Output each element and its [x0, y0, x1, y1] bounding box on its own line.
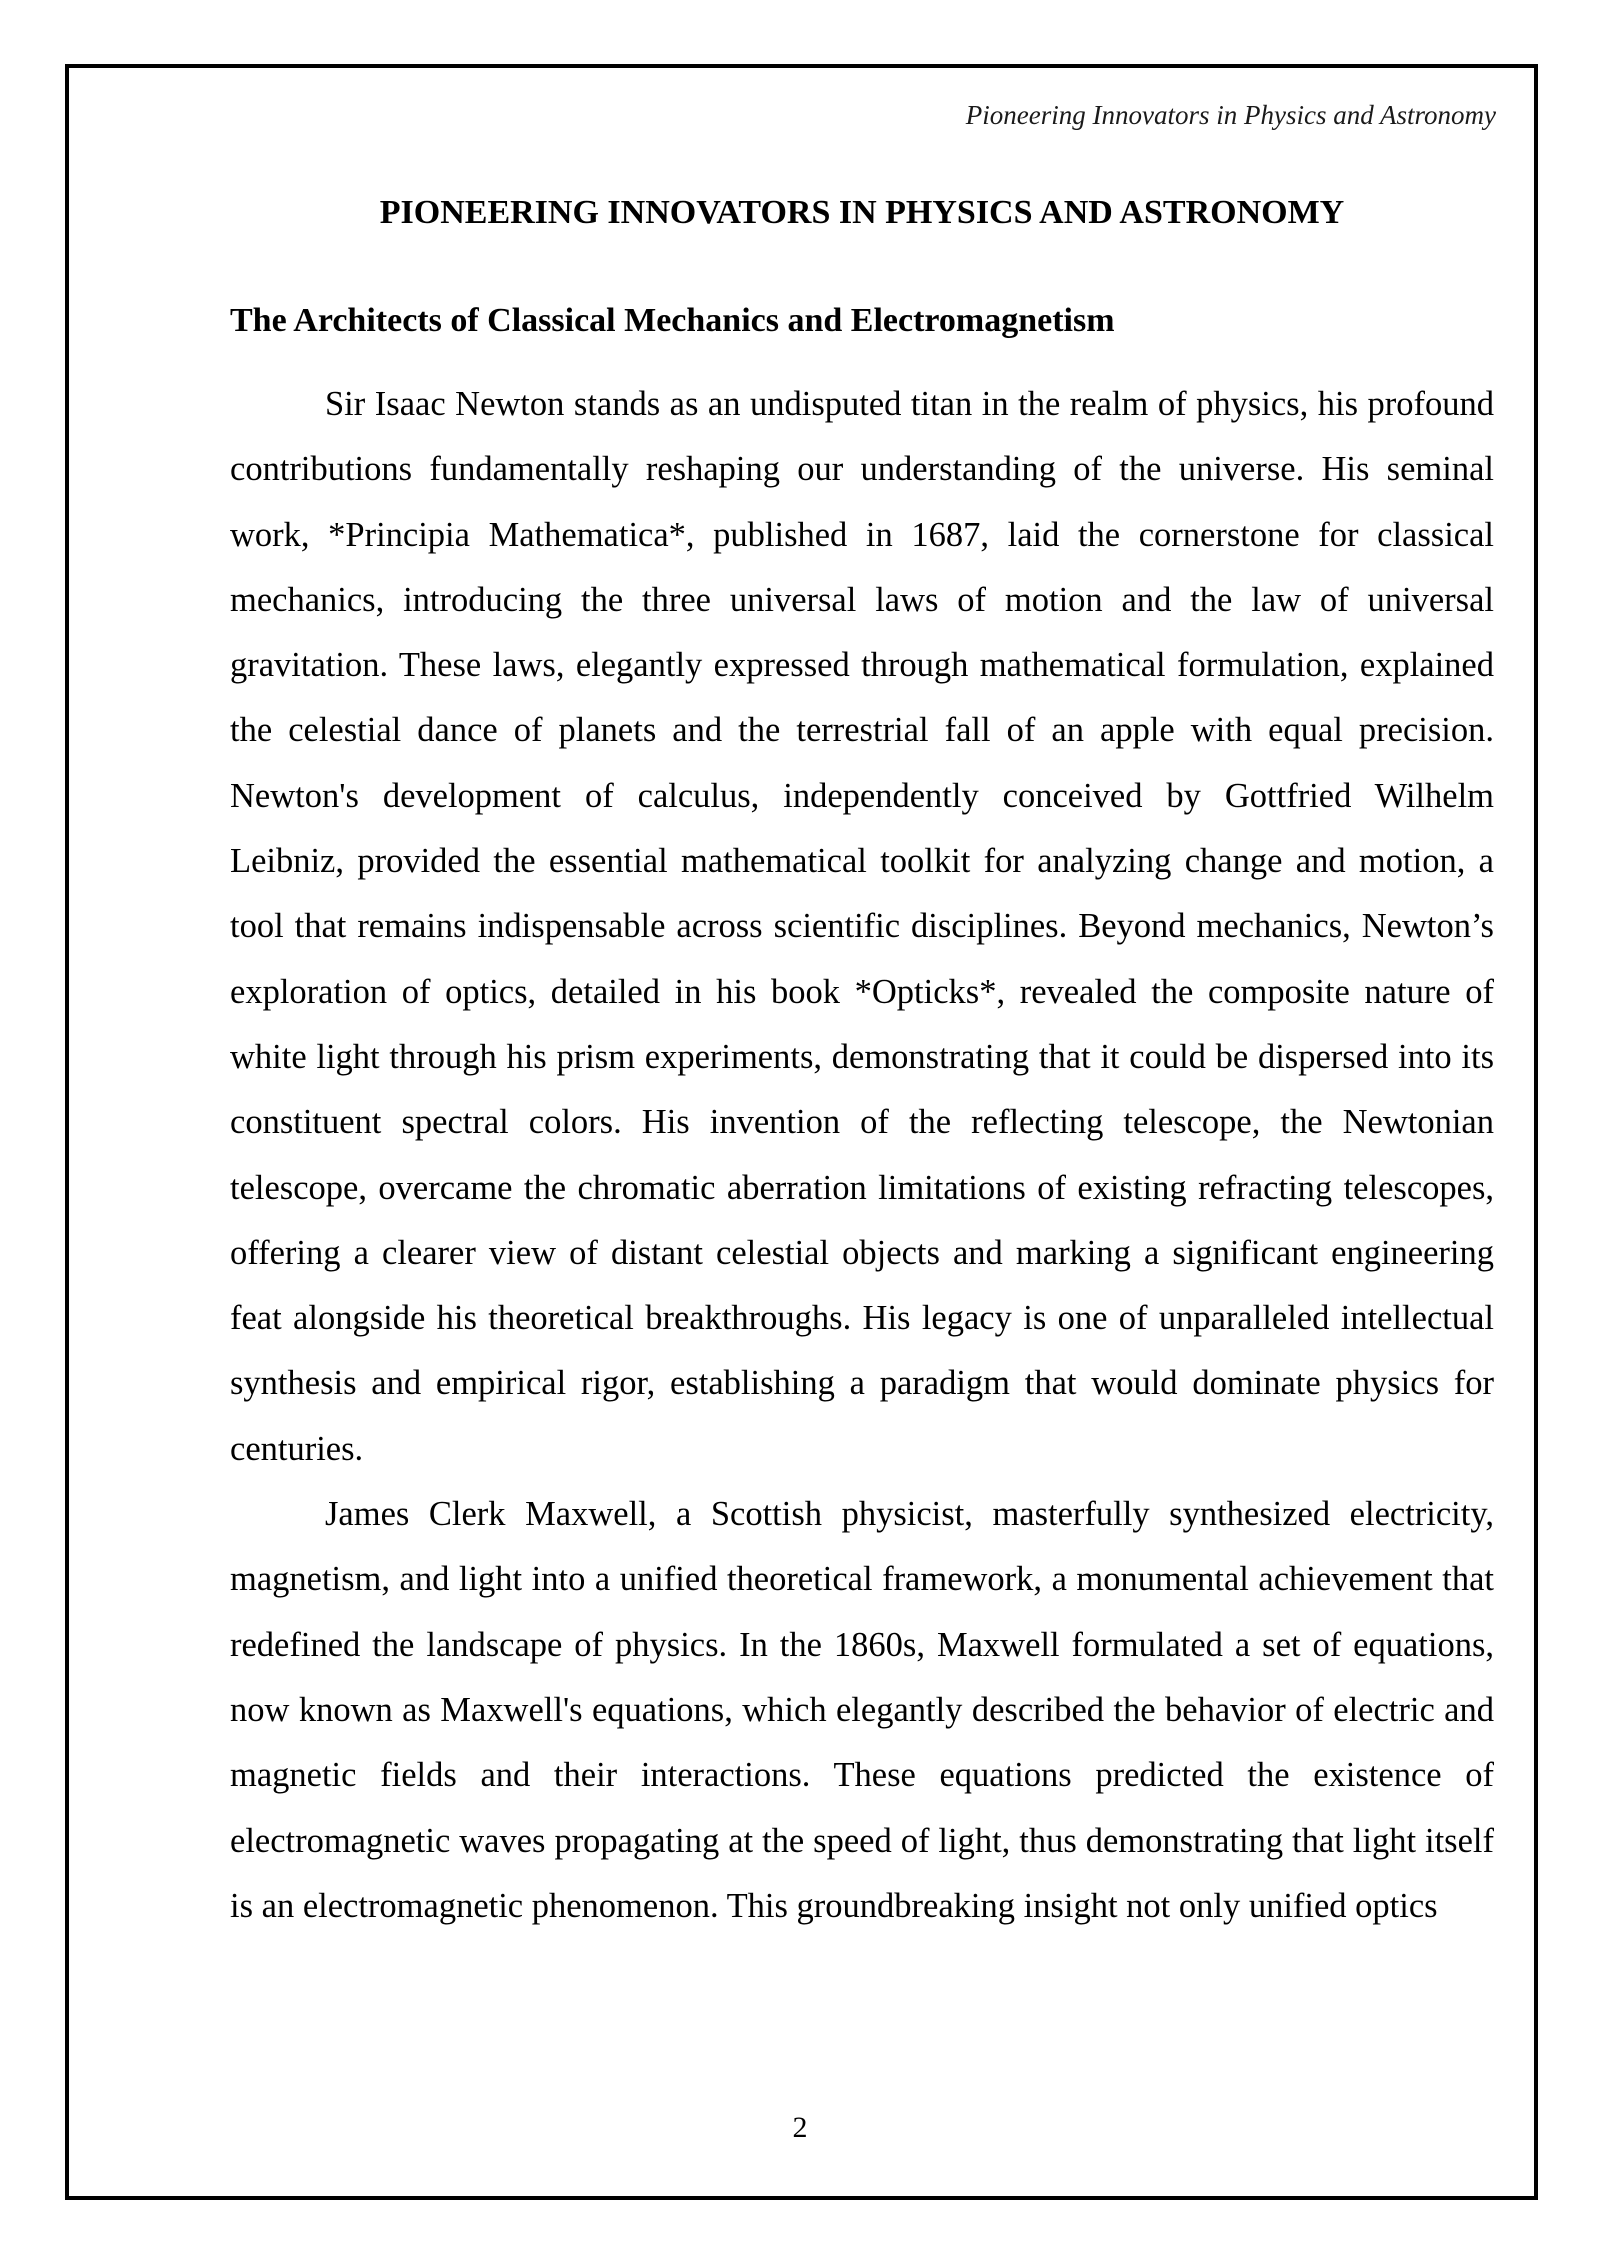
paragraph-maxwell: James Clerk Maxwell, a Scottish physicist, masterfully synthesized electricity, magnetism, and light into a unified theoretical framework, a monumental achievement that redefined the landscape of physics. In the 1860s, Maxwell formulated a set of equations, now known as Maxwell's equations, which elegantly described the behavior of electric and magnetic fields and their interactions. These equations predicted the existence of electromagnetic waves propagating at the speed of light, thus demonstrating that light itself is an electromagnetic phenomenon. This groundbreaking insight not only unified optics [230, 1495, 1494, 1925]
page-number: 2 [792, 2111, 808, 2144]
section-heading: The Architects of Classical Mechanics and Electromagnetism [230, 302, 1115, 339]
running-header: Pioneering Innovators in Physics and Astronomy [965, 100, 1496, 130]
body-text [230, 372, 1494, 1939]
paragraph-newton: Sir Isaac Newton stands as an undisputed titan in the realm of physics, his profound contributions fundamentally reshaping our understanding of the universe. His seminal work, *Principia Mathematica*, published in 1687, laid the cornerstone for classical mechanics, introducing the three universal laws of motion and the law of universal gravitation. These laws, elegantly expressed through mathematical formulation, explained the celestial dance of planets and the terrestrial fall of an apple with equal precision. Newton's development of calculus, independently conceived by Gottfried Wilhelm Leibniz, provided the essential mathematical toolkit for analyzing change and motion, a tool that remains indispensable across scientific disciplines. Beyond mechanics, Newton’s exploration of optics, detailed in his book *Opticks*, revealed the composite nature of white light through his prism experiments, demonstrating that it could be dispersed into its constituent spectral colors. His invention of the reflecting telescope, the Newtonian telescope, overcame the chromatic aberration limitations of existing refracting telescopes, offering a clearer view of distant celestial objects and marking a significant engineering feat alongside his theoretical breakthroughs. His legacy is one of unparalleled intellectual synthesis and empirical rigor, establishing a paradigm that would dominate physics for centuries. [230, 385, 1494, 1468]
document-title: PIONEERING INNOVATORS IN PHYSICS AND ASTRONOMY [379, 194, 1345, 231]
